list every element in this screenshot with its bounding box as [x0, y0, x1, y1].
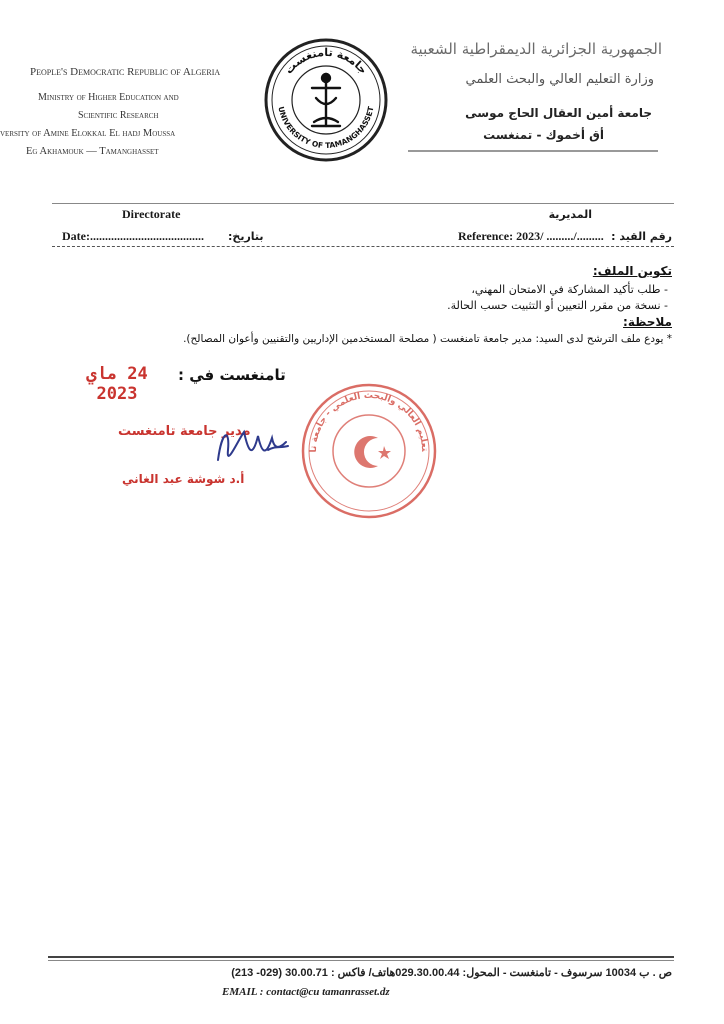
signature-scribble-icon	[208, 420, 298, 476]
header-ar-line1: الجمهورية الجزائرية الديمقراطية الشعبية	[410, 40, 662, 58]
directorate-label-ar: المديرية	[548, 208, 592, 221]
university-seal-icon	[264, 38, 388, 162]
footer-rule-top	[48, 956, 674, 958]
university-logo	[264, 38, 388, 162]
header-en-line2: Ministry of Higher Education and	[38, 92, 179, 103]
footer-email: EMAIL : contact@cu tamanrasset.dz	[222, 986, 390, 998]
header-ar-line2: وزارة التعليم العالي والبحث العلمي	[465, 72, 654, 87]
section-title: تكوين الملف:	[592, 264, 672, 278]
logo-english-text: UNIVERSITY OF TAMANGHASSET	[276, 105, 376, 151]
note-text: * يودع ملف الترشح لدى السيد: مدير جامعة تامنغست ( مصلحة المستخدمين الإداريين والتقنيين وأعوان المصالح).	[183, 333, 672, 345]
seal-text: تعليم العالي والبحث العلمي - جامعة تا	[308, 390, 430, 453]
reference-en: Reference: 2023/ ........./.........	[458, 229, 604, 243]
signer-name: أ.د شوشة عبد الغاني	[122, 472, 245, 486]
directorate-top-rule	[52, 203, 674, 204]
signature	[208, 420, 298, 476]
directorate-label-en: Directorate	[122, 207, 181, 221]
footer-rule-bottom	[48, 960, 674, 961]
note-title: ملاحظة:	[623, 315, 672, 329]
date-ar: بتاريخ:	[228, 230, 264, 243]
header-ar-line3: جامعة أمين العقال الحاج موسى	[465, 106, 652, 120]
date-en: Date:......................................	[62, 229, 204, 243]
reference-ar: رقم القيد :	[611, 230, 672, 243]
place-date-label: تامنغست في :	[178, 366, 286, 384]
header-ar-line4: أق أخموك - تمنغست	[483, 128, 604, 142]
header-en-line5: Eg Akhamouk — Tamanghasset	[26, 146, 159, 157]
logo-arabic-text: جامعة تامنغست	[282, 45, 370, 77]
header-en-line3: Scientific Research	[78, 110, 159, 121]
footer-address: ص . ب 10034 سرسوف - تامنغست - المحول: 029.30.00.44هاتف/ فاكس : 30.00.71 (029- 213)	[231, 967, 672, 979]
list-item: - طلب تأكيد المشاركة في الامتحان المهني،	[471, 283, 668, 296]
header-en-line1: People's Democratic Republic of Algeria	[30, 66, 221, 78]
list-item: - نسخة من مقرر التعيين أو التثبيت حسب الحالة.	[447, 299, 668, 312]
header-arabic-underline	[408, 150, 658, 152]
directorate-bottom-rule	[52, 246, 674, 247]
date-stamp: 24 ماي 2023	[86, 364, 148, 404]
official-seal-icon	[300, 382, 438, 520]
header-en-line4: versity of Amine Elokkal El hadj Moussa	[0, 128, 176, 139]
signer-title: مدير جامعة تامنغست	[118, 424, 251, 439]
official-seal	[300, 382, 438, 520]
